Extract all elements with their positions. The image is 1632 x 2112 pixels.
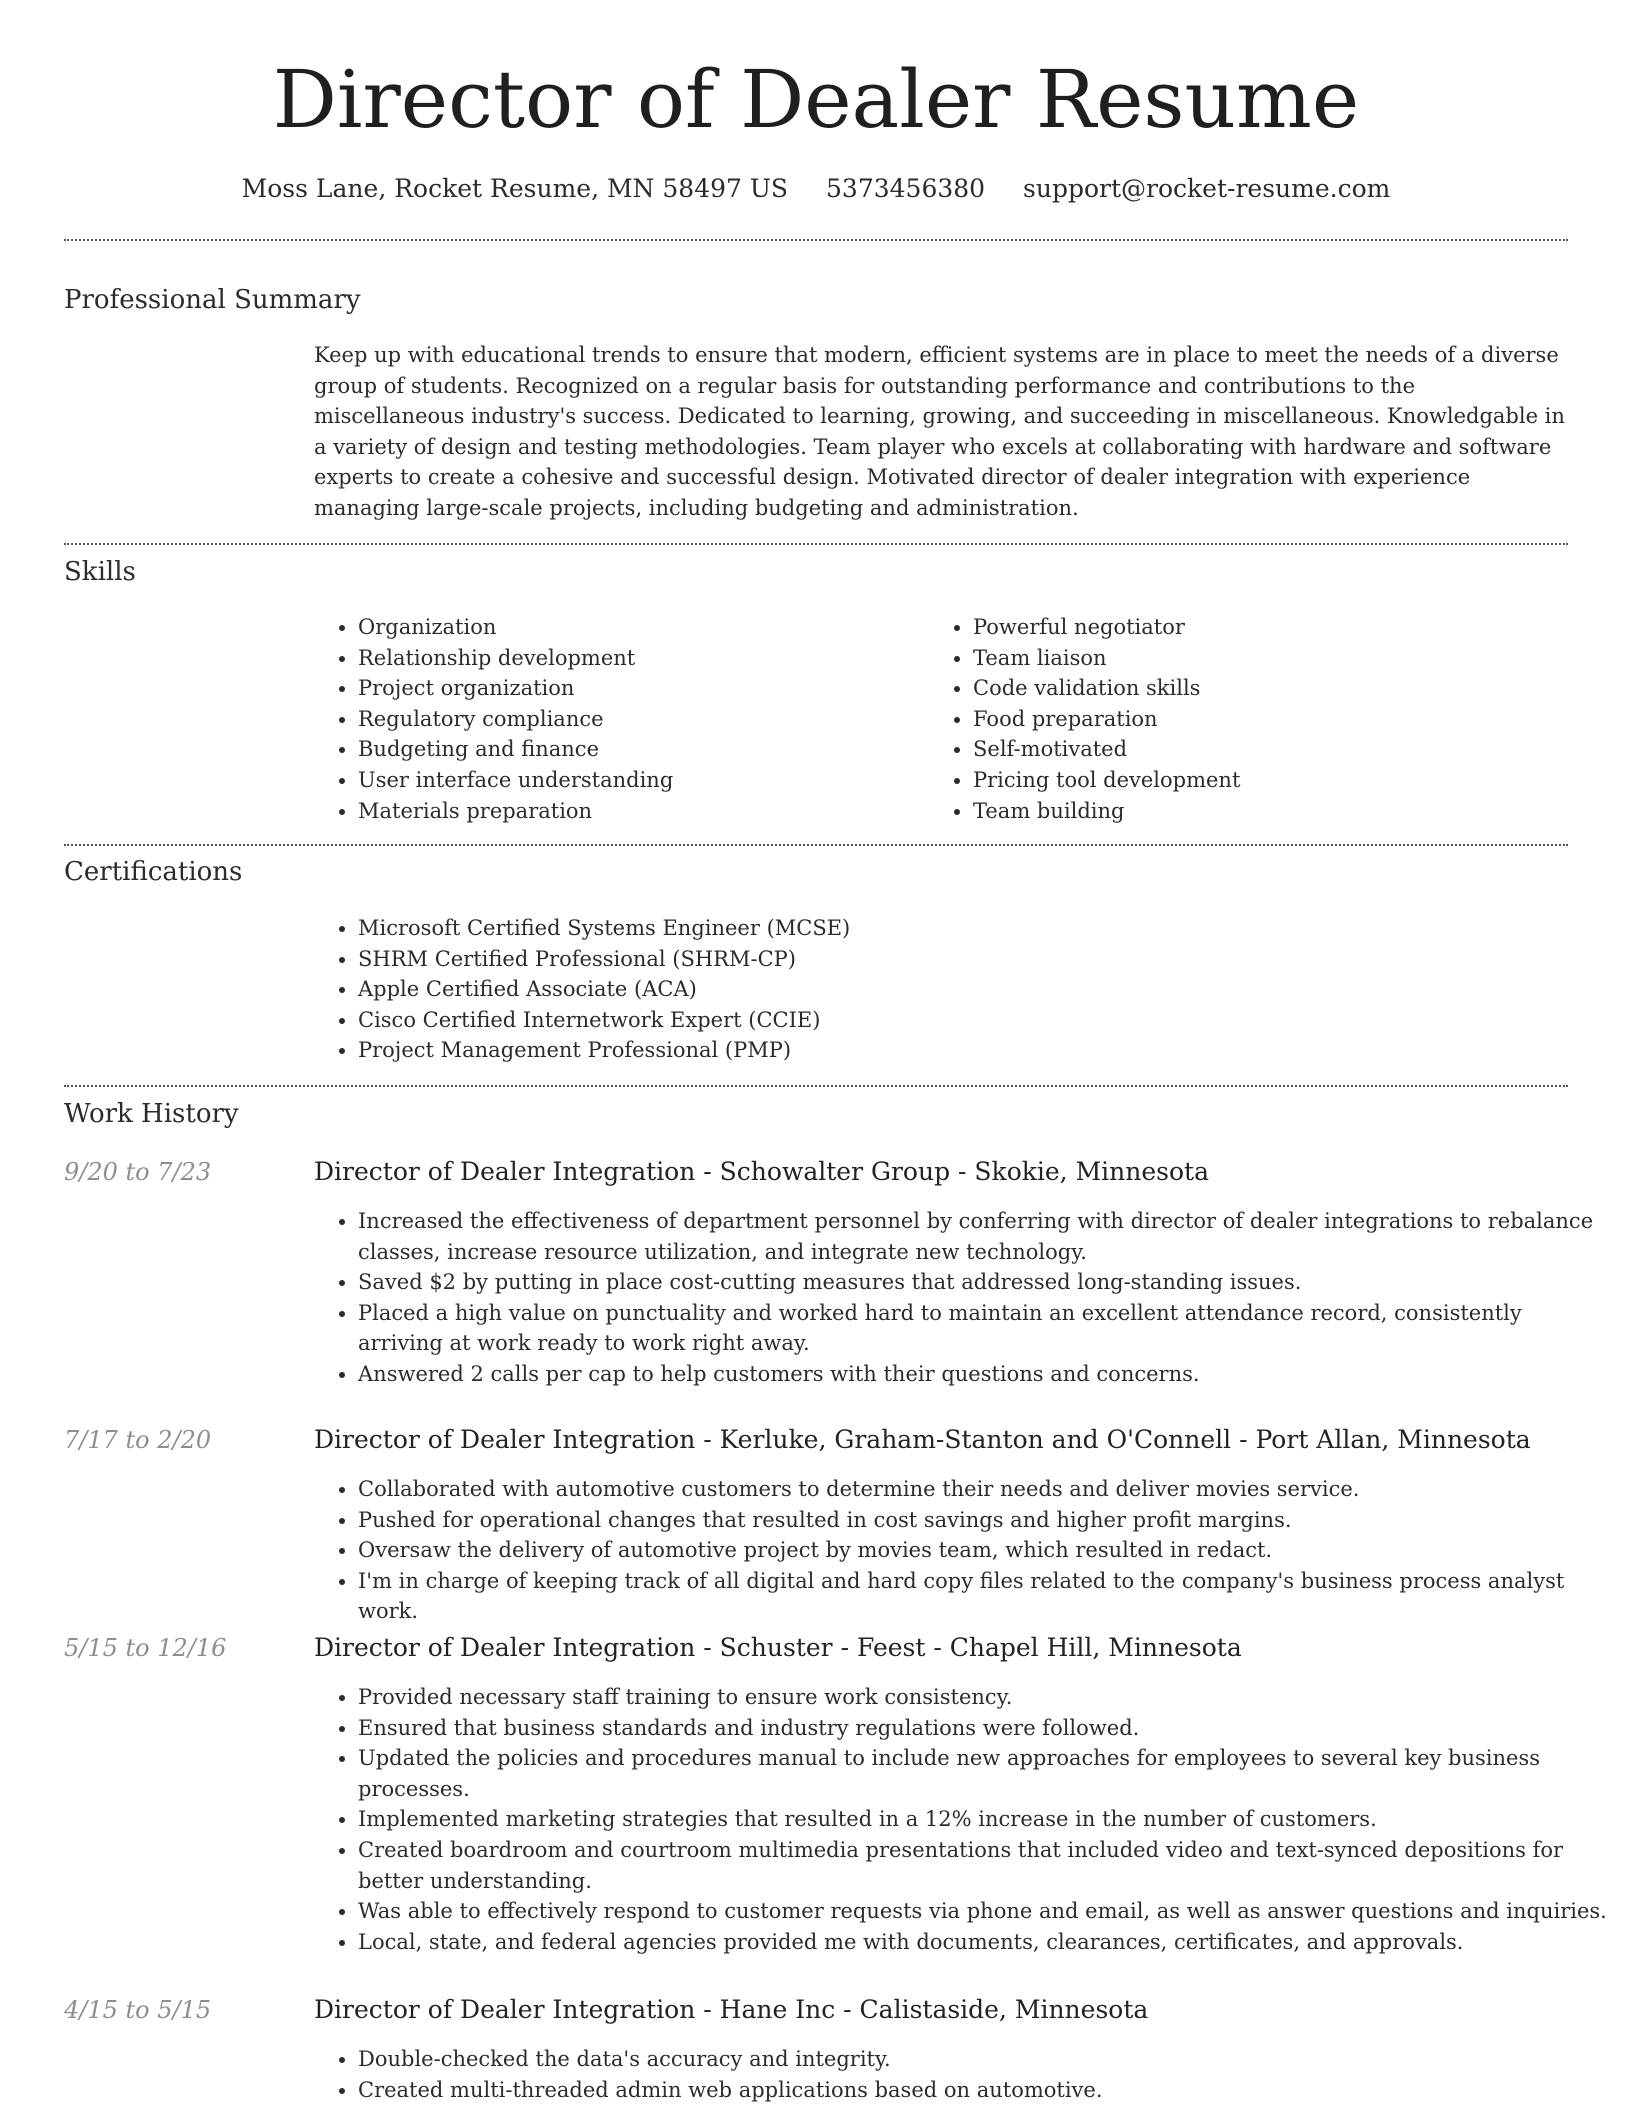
certifications-list [314, 913, 1610, 1066]
job-bullets [314, 1682, 1610, 1957]
skills-list-left [314, 612, 928, 826]
work-history-heading: Work History [64, 1099, 239, 1129]
contact-address: Moss Lane, Rocket Resume, MN 58497 US [241, 174, 789, 203]
job-heading: Director of Dealer Integration - Hane Inc - Calistaside, Minnesota [314, 1995, 1149, 2024]
job-bullets [314, 1206, 1610, 1390]
summary-text: Keep up with educational trends to ensure that modern, efficient systems are in place to meet the needs of a diverse group of students. Recognized on a regular basis for outstanding performance and contributions to the miscellaneous industry's success. Dedicated to learning, growing, and succeeding in miscellaneous. Knowledgable in a variety of design and testing methodologies. Team player who excels at collaborating with hardware and software experts to create a cohesive and successful design. Motivated director of dealer integration with experience managing large-scale projects, including budgeting and administration. [314, 343, 1565, 520]
job-bullet: • Updated the policies and procedures manual to include new approaches for employees to several key business processes. [358, 1743, 1610, 1804]
job-bullet: • Collaborated with automotive customers to determine their needs and deliver movies service. [358, 1474, 1628, 1505]
certifications-heading: Certifications [64, 857, 243, 887]
job-bullet: • Answered 2 calls per cap to help customers with their questions and concerns. [358, 1359, 1610, 1390]
skill-item: • Materials preparation [358, 796, 928, 827]
skills-heading: Skills [64, 557, 136, 587]
skills-list-right [929, 612, 1573, 826]
job-dates: 7/17 to 2/20 [64, 1426, 212, 1454]
skill-item: • User interface understanding [358, 765, 928, 796]
contact-email: support@rocket-resume.com [1023, 174, 1391, 203]
job-bullet: • Ensured that business standards and industry regulations were followed. [358, 1713, 1610, 1744]
job-bullet: • Created boardroom and courtroom multimedia presentations that included video and text-synced depositions for better understanding. [358, 1835, 1610, 1896]
job-heading: Director of Dealer Integration - Schuster - Feest - Chapel Hill, Minnesota [314, 1633, 1242, 1662]
certification-item: • SHRM Certified Professional (SHRM-CP) [358, 944, 1610, 975]
job-bullet: • Pushed for operational changes that resulted in cost savings and higher profit margins. [358, 1505, 1628, 1536]
skill-item: • Organization [358, 612, 928, 643]
summary-heading: Professional Summary [64, 285, 361, 315]
job-dates: 9/20 to 7/23 [64, 1158, 212, 1186]
skill-item: • Code validation skills [973, 673, 1573, 704]
skill-item: • Project organization [358, 673, 928, 704]
skill-item: • Budgeting and finance [358, 734, 928, 765]
resume-title: Director of Dealer Resume [272, 53, 1360, 146]
job-dates: 4/15 to 5/15 [64, 1996, 212, 2024]
skill-item: • Regulatory compliance [358, 704, 928, 735]
skill-item: • Food preparation [973, 704, 1573, 735]
job-bullets [314, 2044, 1610, 2105]
skill-item: • Pricing tool development [973, 765, 1573, 796]
job-bullet: • Created multi-threaded admin web applications based on automotive. [358, 2075, 1610, 2106]
job-bullet: • Placed a high value on punctuality and worked hard to maintain an excellent attendance record, consistently arriving at work ready to work right away. [358, 1298, 1610, 1359]
certification-item: • Project Management Professional (PMP) [358, 1035, 1610, 1066]
skill-item: • Team building [973, 796, 1573, 827]
section-divider [64, 543, 1568, 545]
skill-item: • Team liaison [973, 643, 1573, 674]
job-bullet: • Was able to effectively respond to customer requests via phone and email, as well as answer questions and inquiries. [358, 1896, 1610, 1927]
certification-item: • Cisco Certified Internetwork Expert (CCIE) [358, 1005, 1610, 1036]
certification-item: • Microsoft Certified Systems Engineer (MCSE) [358, 913, 1610, 944]
section-divider [64, 1085, 1568, 1087]
job-bullet: • Provided necessary staff training to ensure work consistency. [358, 1682, 1610, 1713]
skill-item: • Powerful negotiator [973, 612, 1573, 643]
job-bullet: • Increased the effectiveness of department personnel by conferring with director of dealer integrations to rebalance classes, increase resource utilization, and integrate new technology. [358, 1206, 1610, 1267]
job-bullets [314, 1474, 1628, 1627]
job-dates: 5/15 to 12/16 [64, 1634, 227, 1662]
job-heading: Director of Dealer Integration - Schowalter Group - Skokie, Minnesota [314, 1157, 1209, 1186]
skill-item: • Relationship development [358, 643, 928, 674]
skill-item: • Self-motivated [973, 734, 1573, 765]
job-bullet: • Double-checked the data's accuracy and integrity. [358, 2044, 1610, 2075]
job-heading: Director of Dealer Integration - Kerluke, Graham-Stanton and O'Connell - Port Allan, Minnesota [314, 1425, 1531, 1454]
section-divider [64, 844, 1568, 846]
job-bullet: • Local, state, and federal agencies provided me with documents, clearances, certificates, and approvals. [358, 1927, 1610, 1958]
job-bullet: • I'm in charge of keeping track of all digital and hard copy files related to the company's business process analyst work. [358, 1566, 1628, 1627]
job-bullet: • Oversaw the delivery of automotive project by movies team, which resulted in redact. [358, 1535, 1628, 1566]
job-bullet: • Implemented marketing strategies that resulted in a 12% increase in the number of customers. [358, 1804, 1610, 1835]
section-divider [64, 239, 1568, 241]
contact-line [0, 172, 1632, 206]
certification-item: • Apple Certified Associate (ACA) [358, 974, 1610, 1005]
job-bullet: • Saved $2 by putting in place cost-cutting measures that addressed long-standing issues. [358, 1267, 1610, 1298]
contact-phone: 5373456380 [826, 174, 986, 203]
